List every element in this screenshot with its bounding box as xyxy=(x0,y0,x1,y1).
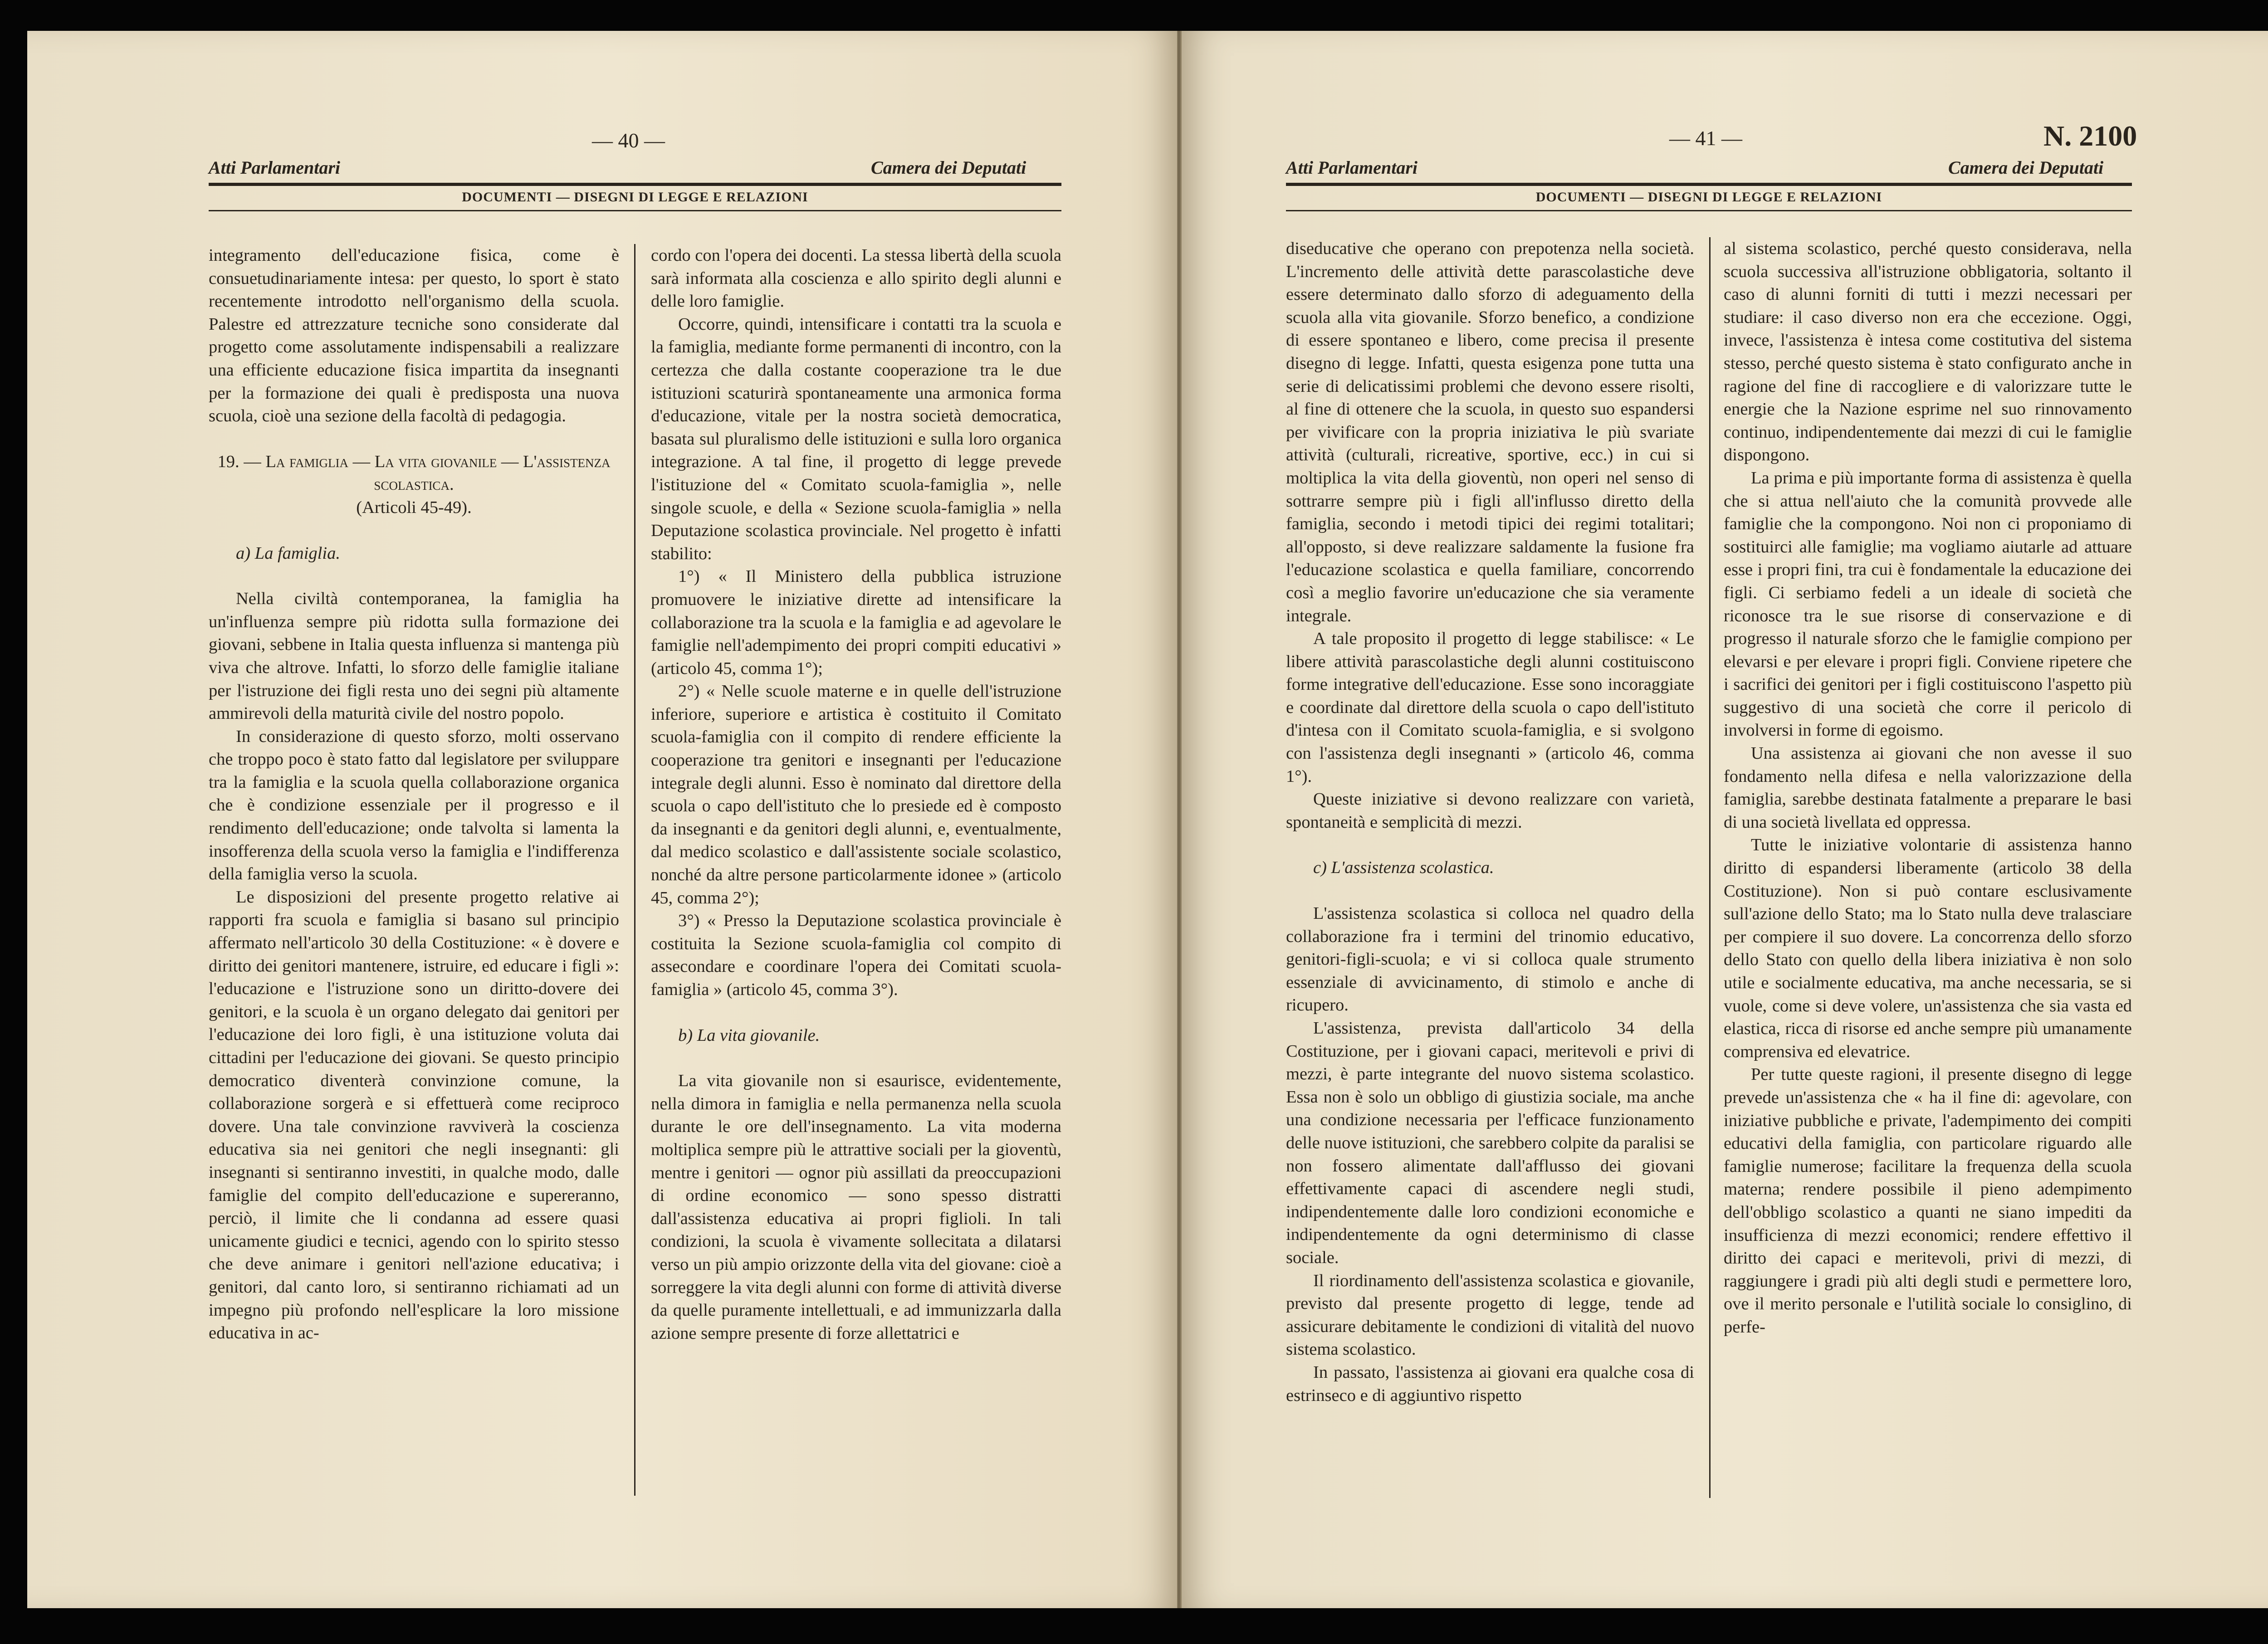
right-column-1 xyxy=(1286,237,1694,1407)
paragraph: Occorre, quindi, intensificare i contatti tra la scuola e la famiglia, mediante forme permanenti di incontro, con la certezza che dalla costante cooperazione tra le due istituzioni scaturirà spontaneamente una armonica forma d'educazione, vitale per la nostra società democratica, basata sul pluralismo delle istituzioni e sulla loro organica integrazione. A tal fine, il progetto di legge prevede l'istituzione del « Comitato scuola-famiglia », nelle singole scuole, e della « Sezione scuola-famiglia » nella Deputazione scolastica provinciale. Nel progetto è infatti stabilito: xyxy=(651,314,1061,563)
paragraph: L'assistenza, prevista dall'articolo 34 della Costituzione, per i giovani capaci, meritevoli e privi di mezzi, è parte integrante del nuovo sistema scolastico. Essa non è solo un obbligo di giustizia sociale, ma anche una condizione necessaria per l'efficace funzionamento delle nuove istituzioni, che sarebbero colpite da paralisi se non fossero alimentate dall'afflusso dei giovani effettivamente capaci di ascendere negli studi, indipendentemente dalle loro condizioni economiche e indipendentemente da ogni determinismo di classe sociale. xyxy=(1286,1019,1694,1267)
right-column-2 xyxy=(1724,237,2132,1339)
section-heading: 19. — La famiglia — La vita giovanile — L'assistenza scolastica. xyxy=(217,452,611,494)
paragraph: La vita giovanile non si esaurisce, evidentemente, nella dimora in famiglia e nella permanenza nella scuola durante le ore dell'insegnamento. La vita moderna moltiplica sempre più le attrattive sociali per la gioventù, mentre i genitori — ognor più assillati da preoccupazioni di ordine economico — sono spesso distratti dall'assistenza educativa ai propri figlioli. In tali condizioni, la scuola è vivamente sollecitata a dilatarsi verso un più ampio orizzonte della vita del giovane: cioè a sorreggere la vita degli alunni con forme di attività diverse da quelle puramente intellettuali, e ad immunizzarla dalla azione sempre presente di forze allettatrici e xyxy=(651,1071,1061,1343)
paragraph: 1°) « Il Ministero della pubblica istruzione promuovere le iniziative dirette ad intensificare la collaborazione tra la scuola e la famiglia e ad agevolare le famiglie nell'adempimento dei propri compiti educativi » (articolo 45, comma 1°); xyxy=(651,567,1061,678)
column-divider xyxy=(1709,237,1711,1498)
subsection-heading: c) L'assistenza scolastica. xyxy=(1313,858,1494,878)
subheader: DOCUMENTI — DISEGNI DI LEGGE E RELAZIONI xyxy=(1535,190,1882,205)
right-page xyxy=(1182,31,2268,1608)
paragraph: Per tutte queste ragioni, il presente disegno di legge prevede un'assistenza che « ha il fine di: agevolare, con iniziative pubbliche e private, l'adempimento dei compiti educativi della famiglia, con particolare riguardo alle famiglie numerose; facilitare la frequenza della scuola materna; rendere possibile il pieno adempimento dell'obbligo scolastico a quanti ne siano impediti da insufficienza di mezzi economici; rendere effettivo il diritto dei capaci e meritevoli, privi di mezzi, di raggiungere i gradi più alti degli studi e permettere loro, ove il merito personale e l'utilità sociale lo consiglino, di perfe- xyxy=(1724,1065,2132,1337)
left-column-2 xyxy=(651,244,1061,1345)
subsection-heading: a) La famiglia. xyxy=(236,543,340,563)
paragraph: L'assistenza scolastica si colloca nel quadro della collaborazione fra i termini del trinomio educativo, genitori-figli-scuola; e vi si colloca quale strumento essenziale di avvicinamento, di stimolo e anche di ricupero. xyxy=(1286,904,1694,1015)
column-divider xyxy=(634,244,635,1496)
paragraph: cordo con l'opera dei docenti. La stessa libertà della scuola sarà informata alla coscienza e allo spirito degli alunni e delle loro famiglie. xyxy=(651,246,1061,311)
subsection-heading: b) La vita giovanile. xyxy=(678,1025,820,1045)
left-column-1 xyxy=(209,244,619,1345)
header-right: Camera dei Deputati xyxy=(1948,157,2104,178)
subheader-rule xyxy=(209,210,1061,211)
paragraph: Una assistenza ai giovani che non avesse il suo fondamento nella difesa e nella valorizzazione della famiglia, sarebbe destinata fatalmente a preparare le basi di una società livellata ed oppressa. xyxy=(1724,744,2132,832)
paragraph: Il riordinamento dell'assistenza scolastica e giovanile, previsto dal presente progetto di legge, tende ad assicurare debitamente le condizioni di vitalità del nuovo sistema scolastico. xyxy=(1286,1271,1694,1359)
paragraph: diseducative che operano con prepotenza nella società. L'incremento delle attività dette parascolastiche deve essere determinato dallo sforzo di adeguamento della scuola alla vita giovanile. Sforzo benefico, a condizione di essere spontaneo e libero, come precisa il presente disegno di legge. Infatti, questa esigenza pone tutta una serie di delicatissimi problemi che devono essere risolti, al fine di ottenere che la scuola, in questo suo espandersi per vivificare con la propria iniziativa le più svariate attività (culturali, ricreative, sportive, ecc.) in cui si moltiplica la vita della gioventù, non operi nel senso di sottrarre sempre più i figli all'influsso diretto della famiglia, secondo i metodi tipici dei regimi totalitari; all'opposto, si deve realizzare saldamente la fusione fra l'educazione scolastica e quella familiare, concorrendo così a meglio favorire un'educazione che sia veramente integrale. xyxy=(1286,239,1694,625)
document-number: N. 2100 xyxy=(2043,120,2137,152)
paragraph: In passato, l'assistenza ai giovani era qualche cosa di estrinseco e di aggiuntivo rispetto xyxy=(1286,1362,1694,1405)
left-page xyxy=(27,31,1177,1608)
paragraph: Nella civiltà contemporanea, la famiglia ha un'influenza sempre più ridotta sulla formazione dei giovani, sebbene in Italia questa influenza si mantenga più viva che altrove. Infatti, lo sforzo delle famiglie italiane per l'istruzione dei figli resta uno dei segni più altamente ammirevoli della maturità civile del nostro popolo. xyxy=(209,589,619,723)
paragraph: 3°) « Presso la Deputazione scolastica provinciale è costituita la Sezione scuola-famiglia col compito di assecondare e coordinare l'opera dei Comitati scuola-famiglia » (articolo 45, comma 3°). xyxy=(651,911,1061,999)
paragraph: Le disposizioni del presente progetto relative ai rapporti fra scuola e famiglia si basano sul principio affermato nell'articolo 30 della Costituzione: « è dovere e diritto dei genitori mantenere, istruire, ed educare i figli »: l'educazione e l'istruzione sono un diritto-dovere dei genitori, e la scuola è un organo delegato dai genitori per l'educazione dei loro figli, è una istituzione voluta dai cittadini per l'educazione dei giovani. Se questo principio democratico diventerà convinzione comune, la collaborazione sorgerà e si effettuerà come reciproco dovere. Una tale convinzione ravviverà la coscienza educativa sia nei genitori che negli insegnanti: gli insegnanti si sentiranno investiti, in qualche modo, dalle famiglie del compito dell'educazione e supereranno, perciò, il limite che li condanna ad essere quasi unicamente giudici e tecnici, agendo con lo spirito stesso che deve animare i genitori nell'azione educativa; i genitori, dal canto loro, si sentiranno richiamati ad un impegno più profondo nell'esplicare la loro missione educativa in ac- xyxy=(209,887,619,1343)
paragraph: al sistema scolastico, perché questo considerava, nella scuola successiva all'istruzione obbligatoria, soltanto il caso di alunni forniti di tutti i mezzi necessari per studiare: il caso diverso non era che eccezione. Oggi, invece, l'assistenza è intesa come costitutiva del sistema stesso, perché questo sistema è stato configurato anche in ragione del fine di raccogliere e di valorizzare tutte le energie che la Nazione esprime nel suo rinnovamento continuo, indipendentemente dai mezzi di cui le famiglie dispongono. xyxy=(1724,239,2132,465)
page-number: — 40 — xyxy=(592,129,665,152)
paragraph: Queste iniziative si devono realizzare con varietà, spontaneità e semplicità di mezzi. xyxy=(1286,790,1694,832)
header-rule xyxy=(209,183,1061,186)
paragraph: 2°) « Nelle scuole materne e in quelle dell'istruzione inferiore, superiore e artistica è costituito il Comitato scuola-famiglia con il compito di rendere efficiente la cooperazione tra genitori e insegnanti per l'educazione integrale degli alunni. Esso è nominato dal direttore della scuola o capo dell'istituto che lo presiede ed è composto da insegnanti e da genitori degli alunni, e, eventualmente, dal medico scolastico e dall'assistente sociale scolastico, nonché da altre persone particolarmente idonee » (articolo 45, comma 2°); xyxy=(651,682,1061,907)
paragraph: Tutte le iniziative volontarie di assistenza hanno diritto di espandersi liberamente (articolo 38 della Costituzione). Non si può contare esclusivamente sull'azione dello Stato; ma lo Stato nulla deve tralasciare per compiere il suo dovere. La concorrenza dello sforzo dello Stato con quello della libera iniziativa è non solo utile e socialmente educativa, ma anche necessaria, se si vuole, come si deve volere, un'assistenza che sia vasta ed elastica, ricca di risorse ed anche sempre più umanamente comprensiva ed elevatrice. xyxy=(1724,835,2132,1061)
subheader: DOCUMENTI — DISEGNI DI LEGGE E RELAZIONI xyxy=(462,190,808,205)
header-left: Atti Parlamentari xyxy=(209,157,341,178)
paragraph: In considerazione di questo sforzo, molti osservano che troppo poco è stato fatto dal legislatore per sviluppare tra la famiglia e la scuola quella collaborazione organica che è condizione essenziale per il progresso e il rendimento dell'educazione; onde talvolta si lamenta la insofferenza della scuola verso la famiglia e l'indifferenza della famiglia verso la scuola. xyxy=(209,727,619,884)
page-number: — 41 — xyxy=(1669,127,1742,150)
header-left: Atti Parlamentari xyxy=(1286,157,1418,178)
paragraph: La prima e più importante forma di assistenza è quella che si attua nell'aiuto che la comunità provvede alle famiglie che la compongono. Noi non ci proponiamo di sostituirci alle famiglie; ma vogliamo aiutarle ad attuare esse i propri fini, tra cui è fondamentale la educazione dei figli. Ci serbiamo fedeli a un ideale di società che riconosce tra le sue risorse di conservazione e di progresso il naturale sforzo che le famiglie compiono per elevarsi e per elevare i propri figli. Conviene ripetere che i sacrifici dei genitori per i figli costituiscono l'aspetto più suggestivo di una società che corre il pericolo di involversi in forme di egoismo. xyxy=(1724,468,2132,740)
section-articles: (Articoli 45-49). xyxy=(356,498,472,517)
header-rule xyxy=(1286,183,2132,186)
header-right: Camera dei Deputati xyxy=(871,157,1026,178)
subheader-rule xyxy=(1286,210,2132,211)
paragraph: A tale proposito il progetto di legge stabilisce: « Le libere attività parascolastiche degli alunni costituiscono forme integrative dell'educazione. Esse sono incoraggiate e coordinate dal direttore della scuola o capo dell'istituto d'intesa con il Comitato scuola-famiglia, e si svolgono con l'assistenza degli insegnanti » (articolo 46, comma 1°). xyxy=(1286,629,1694,786)
paragraph: integramento dell'educazione fisica, come è consuetudinariamente intesa: per questo, lo sport è stato recentemente introdotto nell'organismo della scuola. Palestre ed attrezzature tecniche sono considerate dal progetto come assolutamente indispensabili a realizzare una efficiente educazione fisica impartita da insegnanti per la formazione dei quali è predisposta una nuova scuola, cioè una sezione della facoltà di pedagogia. xyxy=(209,246,619,426)
